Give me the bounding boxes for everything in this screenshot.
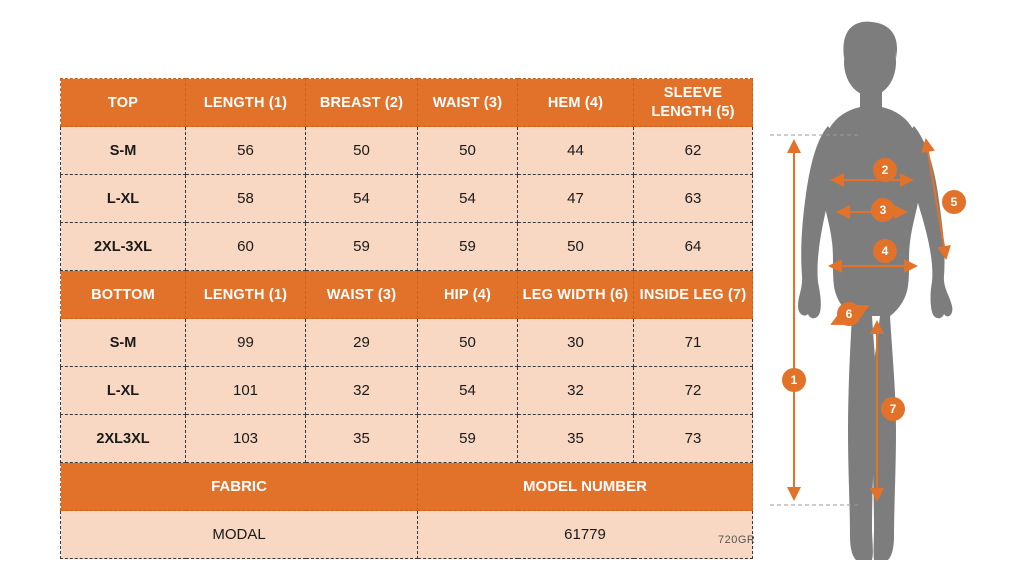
row-size-label: L-XL xyxy=(61,367,186,415)
header-bottom: BOTTOM xyxy=(61,271,186,319)
marker-badge-3: 3 xyxy=(872,199,894,221)
cell-inside-leg: 72 xyxy=(634,367,753,415)
cell-length: 99 xyxy=(186,319,306,367)
header-breast: BREAST (2) xyxy=(306,79,418,127)
table-row xyxy=(61,415,753,463)
marker-badge-7: 7 xyxy=(882,398,904,420)
cell-waist: 50 xyxy=(418,127,518,175)
cell-waist: 59 xyxy=(418,223,518,271)
cell-length: 101 xyxy=(186,367,306,415)
cell-hem: 50 xyxy=(518,223,634,271)
header-waist: WAIST (3) xyxy=(418,79,518,127)
cell-length: 60 xyxy=(186,223,306,271)
cell-hem: 44 xyxy=(518,127,634,175)
cell-length: 103 xyxy=(186,415,306,463)
cell-waist: 35 xyxy=(306,415,418,463)
table-row xyxy=(61,319,753,367)
cell-breast: 54 xyxy=(306,175,418,223)
cell-waist: 29 xyxy=(306,319,418,367)
header-fabric: FABRIC xyxy=(61,463,418,511)
cell-leg-width: 30 xyxy=(518,319,634,367)
header-top: TOP xyxy=(61,79,186,127)
header-hip: HIP (4) xyxy=(418,271,518,319)
row-size-label: S-M xyxy=(61,319,186,367)
row-size-label: 2XL3XL xyxy=(61,415,186,463)
table-row xyxy=(61,367,753,415)
cell-inside-leg: 73 xyxy=(634,415,753,463)
silhouette-shape xyxy=(798,22,952,560)
cell-waist: 54 xyxy=(418,175,518,223)
cell-hip: 59 xyxy=(418,415,518,463)
cell-sleeve-length: 63 xyxy=(634,175,753,223)
cell-model-number: 61779 xyxy=(418,511,753,559)
header-model-number: MODEL NUMBER xyxy=(418,463,753,511)
marker-badge-1: 1 xyxy=(783,369,805,391)
top-section-header-row xyxy=(61,79,753,127)
female-body-silhouette-icon xyxy=(760,0,1024,573)
measurement-figure xyxy=(760,0,1024,573)
cell-waist: 32 xyxy=(306,367,418,415)
header-waist: WAIST (3) xyxy=(306,271,418,319)
marker-badge-5: 5 xyxy=(943,191,965,213)
header-hem: HEM (4) xyxy=(518,79,634,127)
row-size-label: L-XL xyxy=(61,175,186,223)
cell-leg-width: 32 xyxy=(518,367,634,415)
footer-header-row xyxy=(61,463,753,511)
marker-badge-4: 4 xyxy=(874,240,896,262)
cell-breast: 59 xyxy=(306,223,418,271)
table-row xyxy=(61,175,753,223)
cell-breast: 50 xyxy=(306,127,418,175)
cell-length: 58 xyxy=(186,175,306,223)
cell-hem: 47 xyxy=(518,175,634,223)
cell-hip: 50 xyxy=(418,319,518,367)
row-size-label: S-M xyxy=(61,127,186,175)
table-row xyxy=(61,127,753,175)
cell-leg-width: 35 xyxy=(518,415,634,463)
marker-badge-6: 6 xyxy=(838,303,860,325)
footer-value-row xyxy=(61,511,753,559)
cell-length: 56 xyxy=(186,127,306,175)
table-row xyxy=(61,223,753,271)
header-inside-leg: INSIDE LEG (7) xyxy=(634,271,753,319)
size-chart-table xyxy=(60,78,756,559)
bottom-section-header-row xyxy=(61,271,753,319)
header-sleeve-length: SLEEVE LENGTH (5) xyxy=(634,79,753,127)
marker-badge-2: 2 xyxy=(874,159,896,181)
cell-fabric: MODAL xyxy=(61,511,418,559)
header-length: LENGTH (1) xyxy=(186,79,306,127)
header-length: LENGTH (1) xyxy=(186,271,306,319)
cell-sleeve-length: 64 xyxy=(634,223,753,271)
row-size-label: 2XL-3XL xyxy=(61,223,186,271)
cell-hip: 54 xyxy=(418,367,518,415)
cell-inside-leg: 71 xyxy=(634,319,753,367)
cell-sleeve-length: 62 xyxy=(634,127,753,175)
product-code-label: 720GR xyxy=(718,534,756,546)
header-leg-width: LEG WIDTH (6) xyxy=(518,271,634,319)
